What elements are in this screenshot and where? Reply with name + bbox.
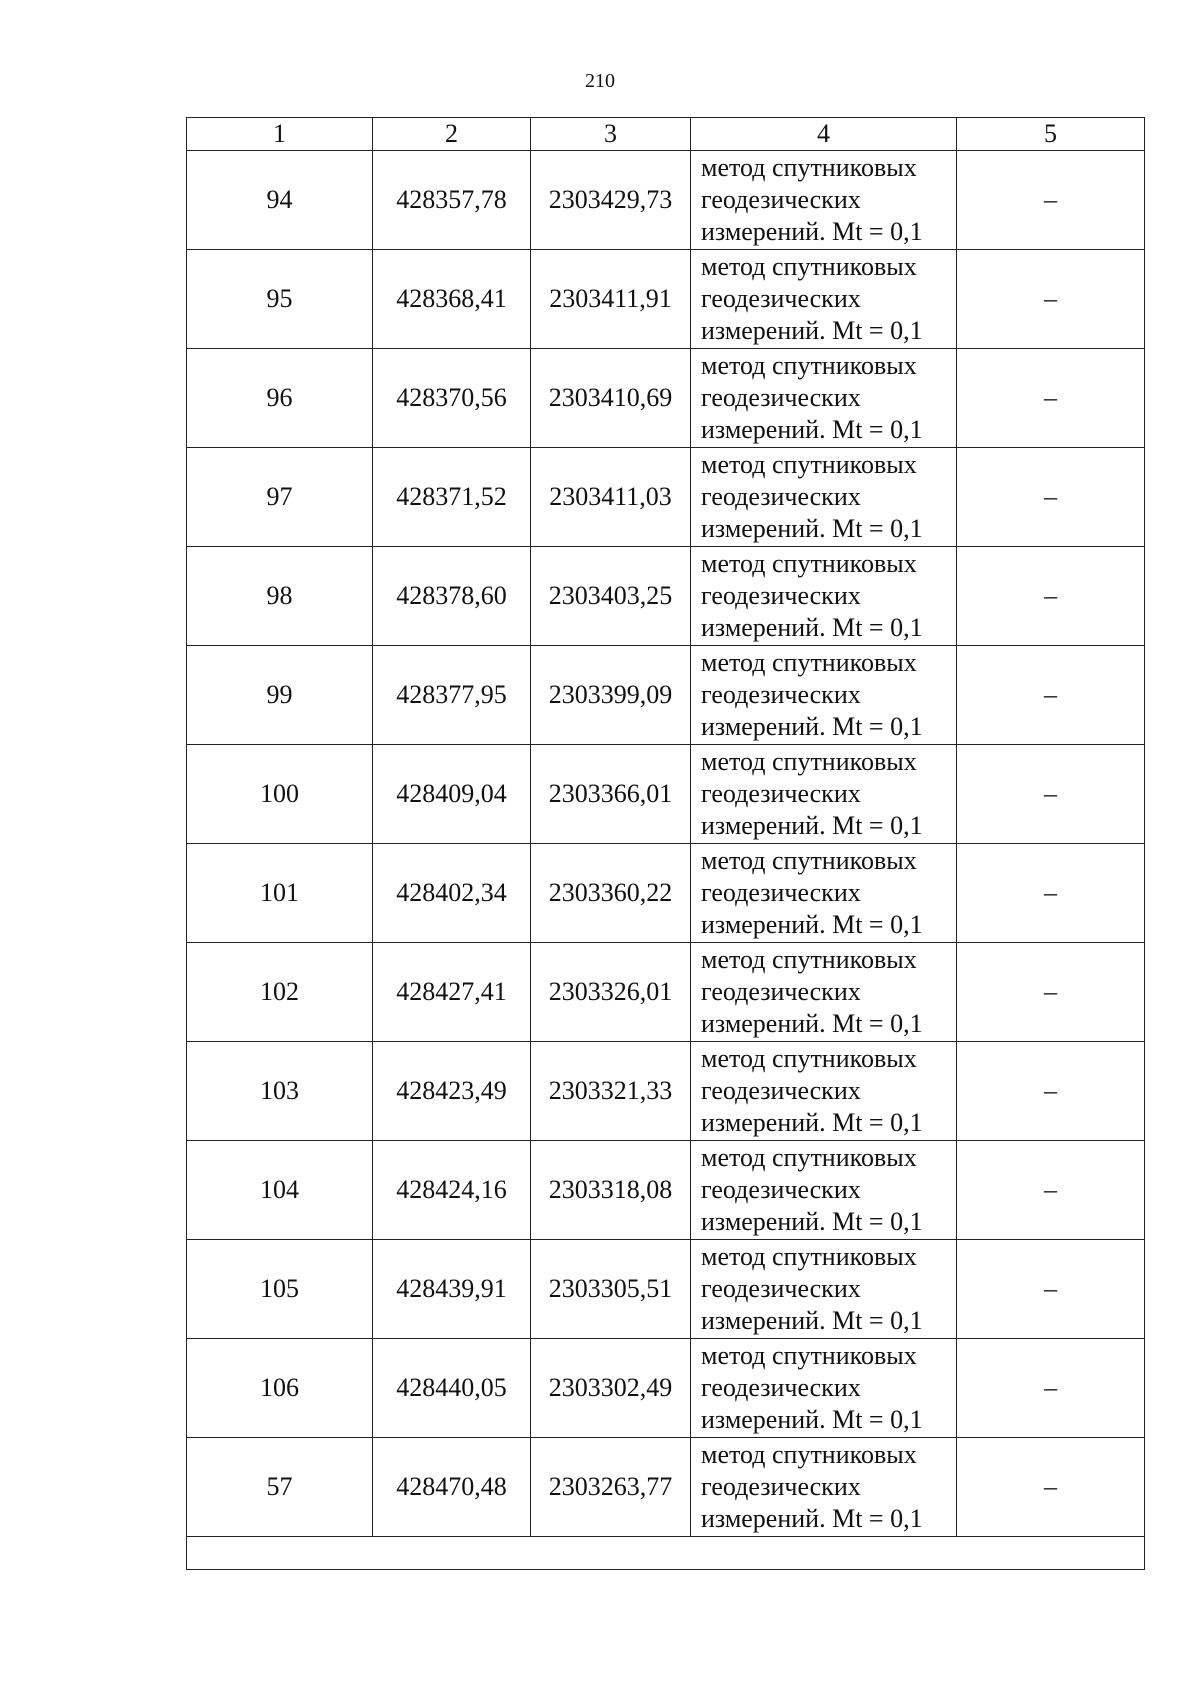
x-coordinate-cell: 428377,95 [373, 646, 531, 745]
note-cell: – [957, 1438, 1145, 1537]
method-line: метод спутниковых [701, 846, 917, 875]
method-line: метод спутниковых [701, 1242, 917, 1271]
method-cell [691, 448, 957, 547]
method-line: метод спутниковых [701, 747, 917, 776]
header-row [187, 118, 1145, 151]
x-coordinate-cell: 428423,49 [373, 1042, 531, 1141]
method-cell [691, 943, 957, 1042]
method-cell [691, 844, 957, 943]
table-row [187, 943, 1145, 1042]
method-line: геодезических [701, 977, 861, 1006]
method-line: метод спутниковых [701, 1143, 917, 1172]
note-cell: – [957, 844, 1145, 943]
note-cell: – [957, 151, 1145, 250]
method-line: геодезических [701, 284, 861, 313]
method-cell [691, 1438, 957, 1537]
method-line: геодезических [701, 1175, 861, 1204]
y-coordinate-cell: 2303305,51 [531, 1240, 691, 1339]
note-cell: – [957, 646, 1145, 745]
method-line: измерений. Mt = 0,1 [701, 613, 923, 642]
point-number-cell: 95 [187, 250, 373, 349]
x-coordinate-cell: 428368,41 [373, 250, 531, 349]
point-number-cell: 103 [187, 1042, 373, 1141]
table-row [187, 1438, 1145, 1537]
method-line: метод спутниковых [701, 1341, 917, 1370]
method-line: измерений. Mt = 0,1 [701, 1405, 923, 1434]
method-line: метод спутниковых [701, 945, 917, 974]
point-number-cell: 96 [187, 349, 373, 448]
method-line: метод спутниковых [701, 450, 917, 479]
method-line: геодезических [701, 383, 861, 412]
y-coordinate-cell: 2303399,09 [531, 646, 691, 745]
y-coordinate-cell: 2303318,08 [531, 1141, 691, 1240]
table-row [187, 448, 1145, 547]
page-number: 210 [585, 70, 615, 92]
y-coordinate-cell: 2303403,25 [531, 547, 691, 646]
method-line: измерений. Mt = 0,1 [701, 415, 923, 444]
method-line: метод спутниковых [701, 252, 917, 281]
y-coordinate-cell: 2303302,49 [531, 1339, 691, 1438]
method-cell [691, 745, 957, 844]
column-header-2: 2 [373, 118, 531, 151]
column-header-5: 5 [957, 118, 1145, 151]
x-coordinate-cell: 428378,60 [373, 547, 531, 646]
method-line: геодезических [701, 878, 861, 907]
x-coordinate-cell: 428371,52 [373, 448, 531, 547]
y-coordinate-cell: 2303321,33 [531, 1042, 691, 1141]
x-coordinate-cell: 428439,91 [373, 1240, 531, 1339]
method-cell [691, 1339, 957, 1438]
method-cell [691, 547, 957, 646]
method-cell [691, 250, 957, 349]
method-cell [691, 1141, 957, 1240]
method-line: измерений. Mt = 0,1 [701, 514, 923, 543]
table-row [187, 547, 1145, 646]
note-cell: – [957, 1141, 1145, 1240]
column-header-1: 1 [187, 118, 373, 151]
table-row [187, 1042, 1145, 1141]
point-number-cell: 102 [187, 943, 373, 1042]
point-number-cell: 97 [187, 448, 373, 547]
x-coordinate-cell: 428470,48 [373, 1438, 531, 1537]
table-row [187, 745, 1145, 844]
column-header-3: 3 [531, 118, 691, 151]
point-number-cell: 100 [187, 745, 373, 844]
table-row [187, 646, 1145, 745]
point-number-cell: 101 [187, 844, 373, 943]
method-line: геодезических [701, 1274, 861, 1303]
method-line: измерений. Mt = 0,1 [701, 1306, 923, 1335]
method-line: измерений. Mt = 0,1 [701, 910, 923, 939]
point-number-cell: 105 [187, 1240, 373, 1339]
note-cell: – [957, 943, 1145, 1042]
table-row [187, 1240, 1145, 1339]
method-cell [691, 1240, 957, 1339]
method-cell [691, 646, 957, 745]
method-line: геодезических [701, 482, 861, 511]
table-row [187, 151, 1145, 250]
method-line: измерений. Mt = 0,1 [701, 1504, 923, 1533]
method-line: измерений. Mt = 0,1 [701, 811, 923, 840]
method-line: метод спутниковых [701, 648, 917, 677]
y-coordinate-cell: 2303366,01 [531, 745, 691, 844]
y-coordinate-cell: 2303263,77 [531, 1438, 691, 1537]
method-cell [691, 349, 957, 448]
empty-footer-row [187, 1537, 1145, 1570]
note-cell: – [957, 349, 1145, 448]
note-cell: – [957, 448, 1145, 547]
method-line: метод спутниковых [701, 351, 917, 380]
method-line: геодезических [701, 185, 861, 214]
note-cell: – [957, 547, 1145, 646]
y-coordinate-cell: 2303429,73 [531, 151, 691, 250]
point-number-cell: 98 [187, 547, 373, 646]
note-cell: – [957, 1339, 1145, 1438]
method-line: измерений. Mt = 0,1 [701, 1108, 923, 1137]
method-line: геодезических [701, 779, 861, 808]
method-line: метод спутниковых [701, 1044, 917, 1073]
method-line: измерений. Mt = 0,1 [701, 1207, 923, 1236]
x-coordinate-cell: 428440,05 [373, 1339, 531, 1438]
method-line: геодезических [701, 1472, 861, 1501]
y-coordinate-cell: 2303326,01 [531, 943, 691, 1042]
method-line: измерений. Mt = 0,1 [701, 217, 923, 246]
point-number-cell: 106 [187, 1339, 373, 1438]
point-number-cell: 57 [187, 1438, 373, 1537]
table-row [187, 844, 1145, 943]
note-cell: – [957, 745, 1145, 844]
method-line: геодезических [701, 680, 861, 709]
method-line: метод спутниковых [701, 549, 917, 578]
method-line: геодезических [701, 1373, 861, 1402]
x-coordinate-cell: 428357,78 [373, 151, 531, 250]
method-line: геодезических [701, 1076, 861, 1105]
method-line: измерений. Mt = 0,1 [701, 316, 923, 345]
method-line: геодезических [701, 581, 861, 610]
x-coordinate-cell: 428409,04 [373, 745, 531, 844]
table-body [187, 118, 1145, 1570]
y-coordinate-cell: 2303410,69 [531, 349, 691, 448]
method-line: измерений. Mt = 0,1 [701, 712, 923, 741]
table-row [187, 250, 1145, 349]
y-coordinate-cell: 2303360,22 [531, 844, 691, 943]
point-number-cell: 99 [187, 646, 373, 745]
method-line: измерений. Mt = 0,1 [701, 1009, 923, 1038]
x-coordinate-cell: 428402,34 [373, 844, 531, 943]
note-cell: – [957, 1240, 1145, 1339]
table-row [187, 349, 1145, 448]
x-coordinate-cell: 428424,16 [373, 1141, 531, 1240]
method-line: метод спутниковых [701, 1440, 917, 1469]
y-coordinate-cell: 2303411,03 [531, 448, 691, 547]
table-row [187, 1339, 1145, 1438]
y-coordinate-cell: 2303411,91 [531, 250, 691, 349]
note-cell: – [957, 250, 1145, 349]
x-coordinate-cell: 428427,41 [373, 943, 531, 1042]
point-number-cell: 94 [187, 151, 373, 250]
x-coordinate-cell: 428370,56 [373, 349, 531, 448]
method-cell [691, 1042, 957, 1141]
coordinates-table [186, 117, 1145, 1570]
point-number-cell: 104 [187, 1141, 373, 1240]
empty-footer-cell [187, 1537, 1145, 1570]
note-cell: – [957, 1042, 1145, 1141]
method-line: метод спутниковых [701, 153, 917, 182]
method-cell [691, 151, 957, 250]
table-row [187, 1141, 1145, 1240]
column-header-4: 4 [691, 118, 957, 151]
